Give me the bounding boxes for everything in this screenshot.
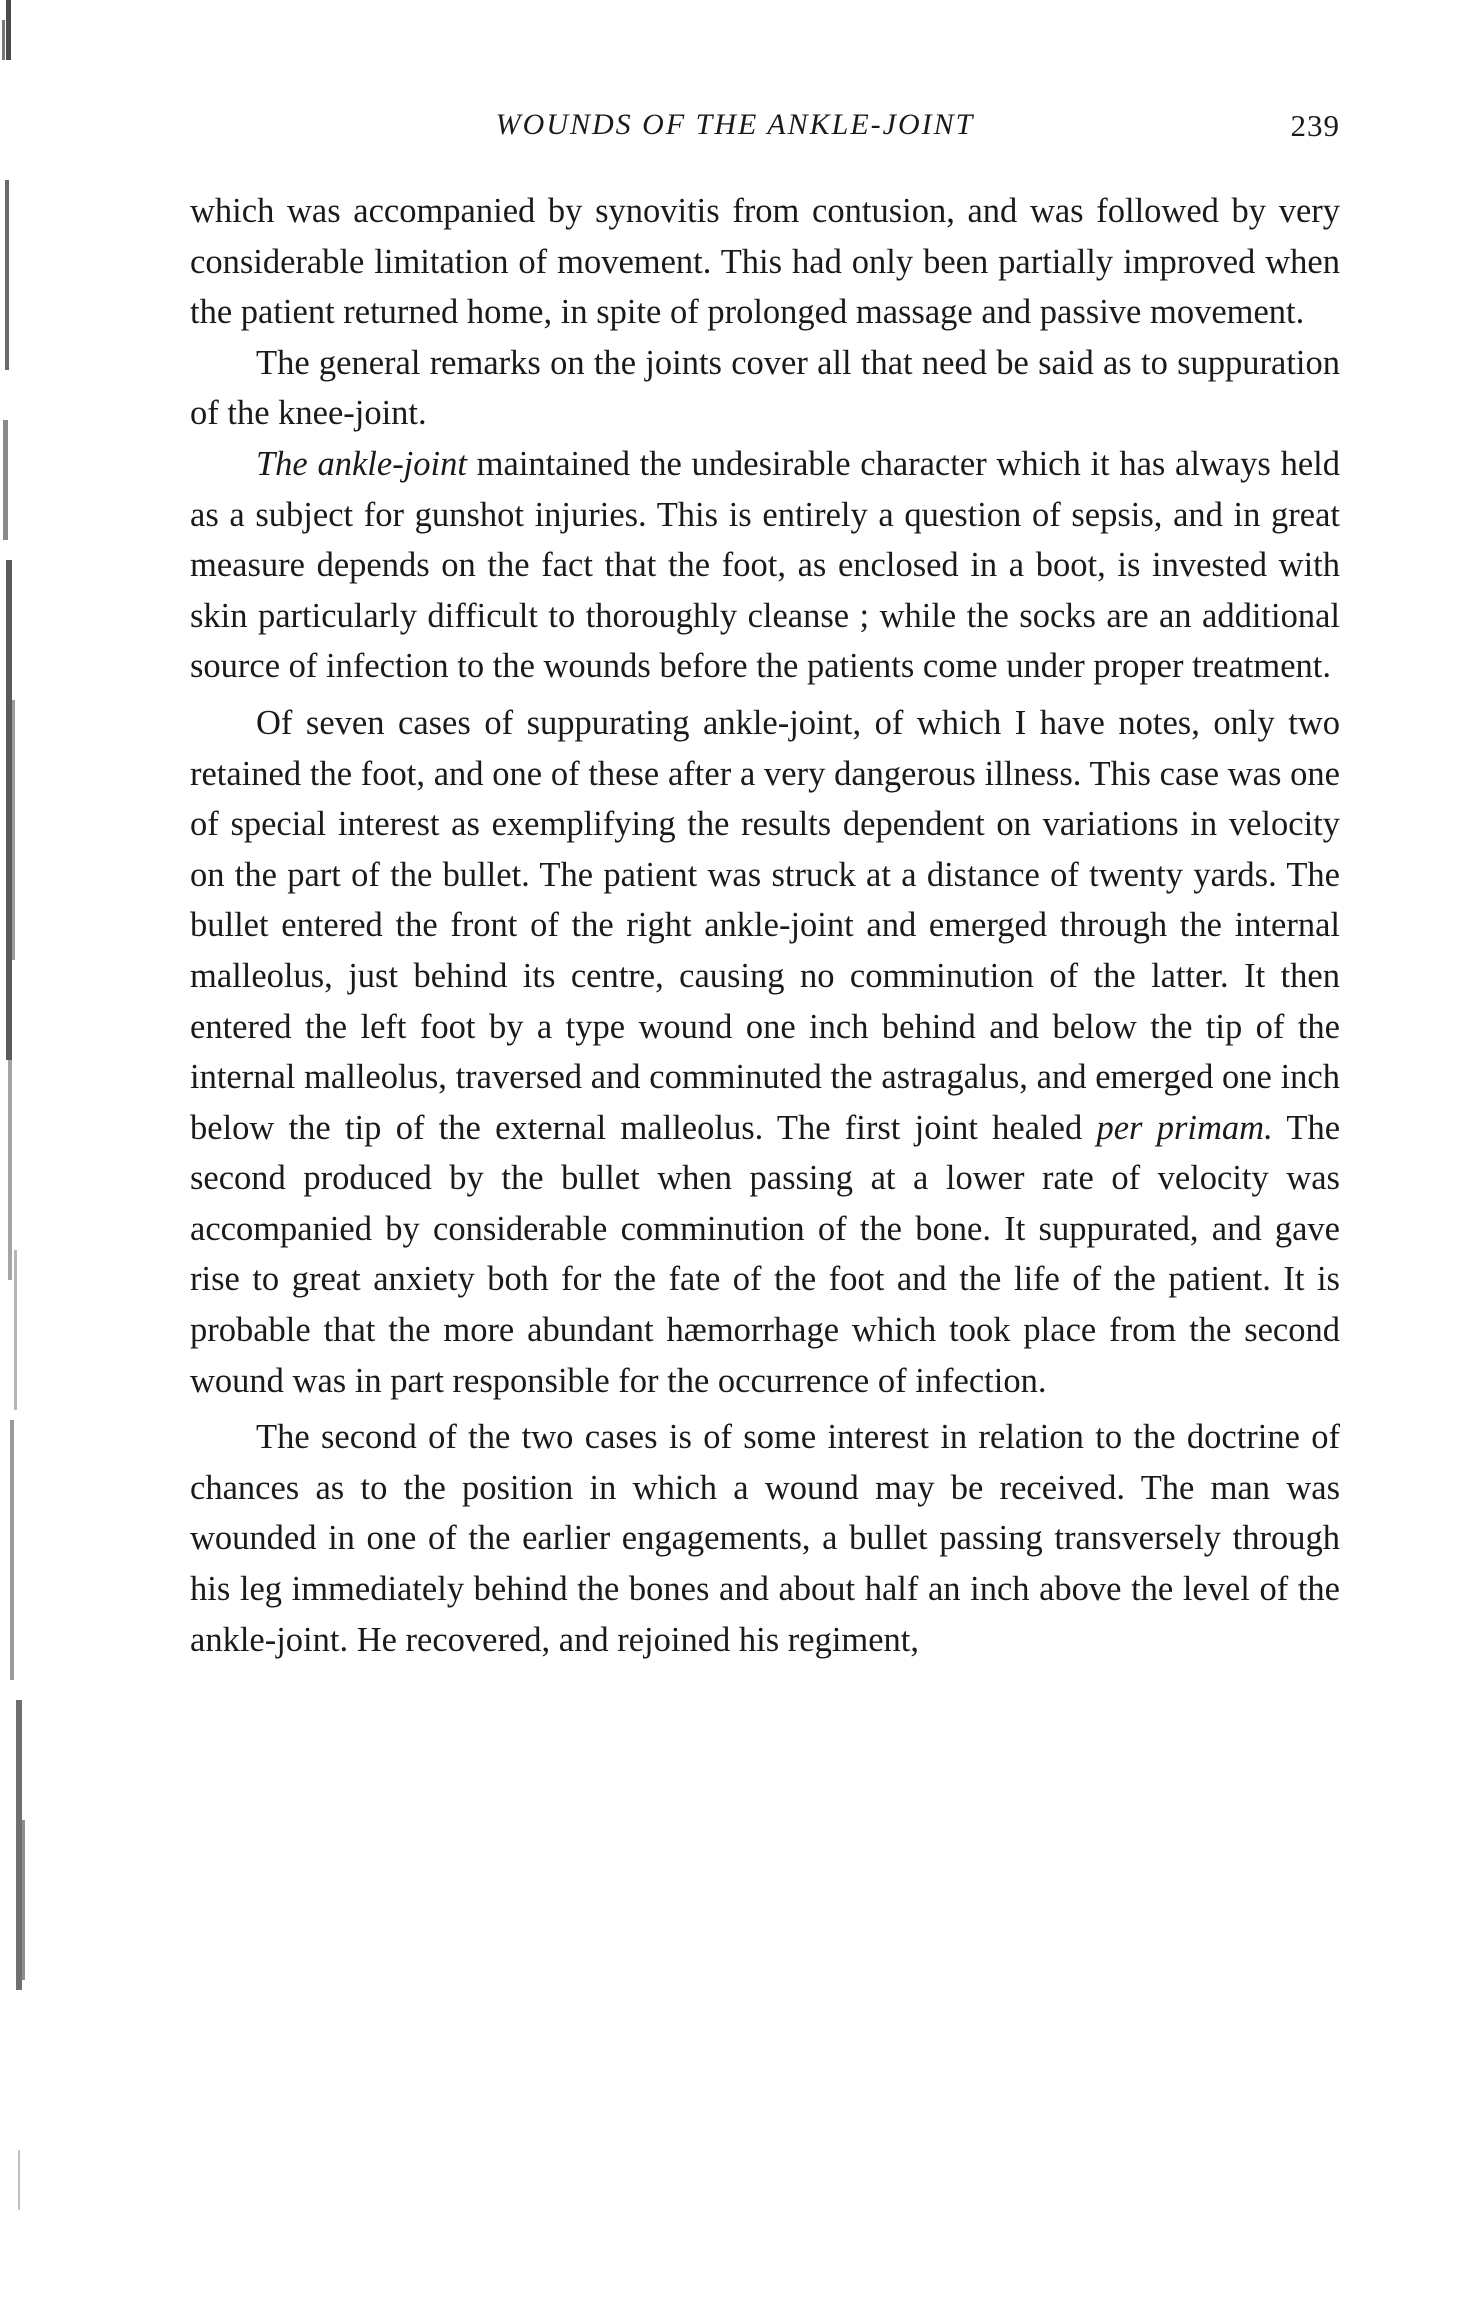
paragraph-2-text: The general remarks on the joints cover all that need be said as to suppuration of the knee-joint.	[190, 343, 1340, 433]
paragraph-seven-cases	[190, 698, 1340, 1406]
binding-edge-shadow	[0, 0, 44, 2299]
paragraph-5-text: The second of the two cases is of some interest in relation to the doctrine of chances as to the position in which a wound may be received. The man was wounded in one of the earlier engagements, a bullet passing transversely through his leg immediately behind the bones and about half an inch above the level of the ankle-joint. He recovered, and rejoined his regiment,	[190, 1418, 1340, 1659]
paragraph-continued	[190, 186, 1340, 338]
paragraph-3-text: maintained the undesirable character which it has always held as a subject for gunshot injuries. This is entirely a question of sepsis, and in great measure depends on the fact that the foot, as enclosed in a boot, is invested with skin particularly difficult to thoroughly cleanse ; while the socks are an additional source of infection to the wounds before the patients come under proper treatment.	[190, 444, 1340, 686]
running-title: WOUNDS OF THE ANKLE-JOINT	[495, 108, 975, 141]
paragraph-4b-text: The second produced by the bullet when passing at a lower rate of velocity was accompanied by considerable comminution of the bone. It suppurated, and gave rise to great anxiety both for the fate of the foot and the life of the patient. It is probable that the more abundant hæmorrhage which took place from the second wound was in part responsible for the occurrence of infection.	[190, 1108, 1341, 1400]
ankle-joint-lead: The ankle-joint	[256, 444, 467, 483]
paragraph-knee-joint	[190, 338, 1340, 439]
paragraph-ankle-joint	[190, 439, 1340, 692]
page-number: 239	[1290, 108, 1340, 143]
body-text	[190, 186, 1340, 1665]
paragraph-1-text: which was accompanied by synovitis from contusion, and was followed by very considerable limitation of movement. This had only been partially improved when the patient returned home, in spite of prolonged massage and passive movement.	[190, 192, 1340, 332]
running-head	[190, 108, 1340, 148]
latin-phrase: per primam.	[1096, 1108, 1273, 1147]
paragraph-4a-text: Of seven cases of suppurating ankle-joint, of which I have notes, only two retained the foot, and one of these after a very dangerous illness. This case was one of special interest as exemplifying the results dependent on variations in velocity on the part of the bullet. The patient was struck at a distance of twenty yards. The bullet entered the front of the right ankle-joint and emerged through the internal malleolus, just behind its centre, causing no comminution of the latter. It then entered the left foot by a type wound one inch behind and below the tip of the internal malleolus, traversed and comminuted the astragalus, and emerged one inch below the tip of the external malleolus. The first joint healed	[190, 703, 1340, 1147]
paragraph-second-case	[190, 1412, 1340, 1665]
